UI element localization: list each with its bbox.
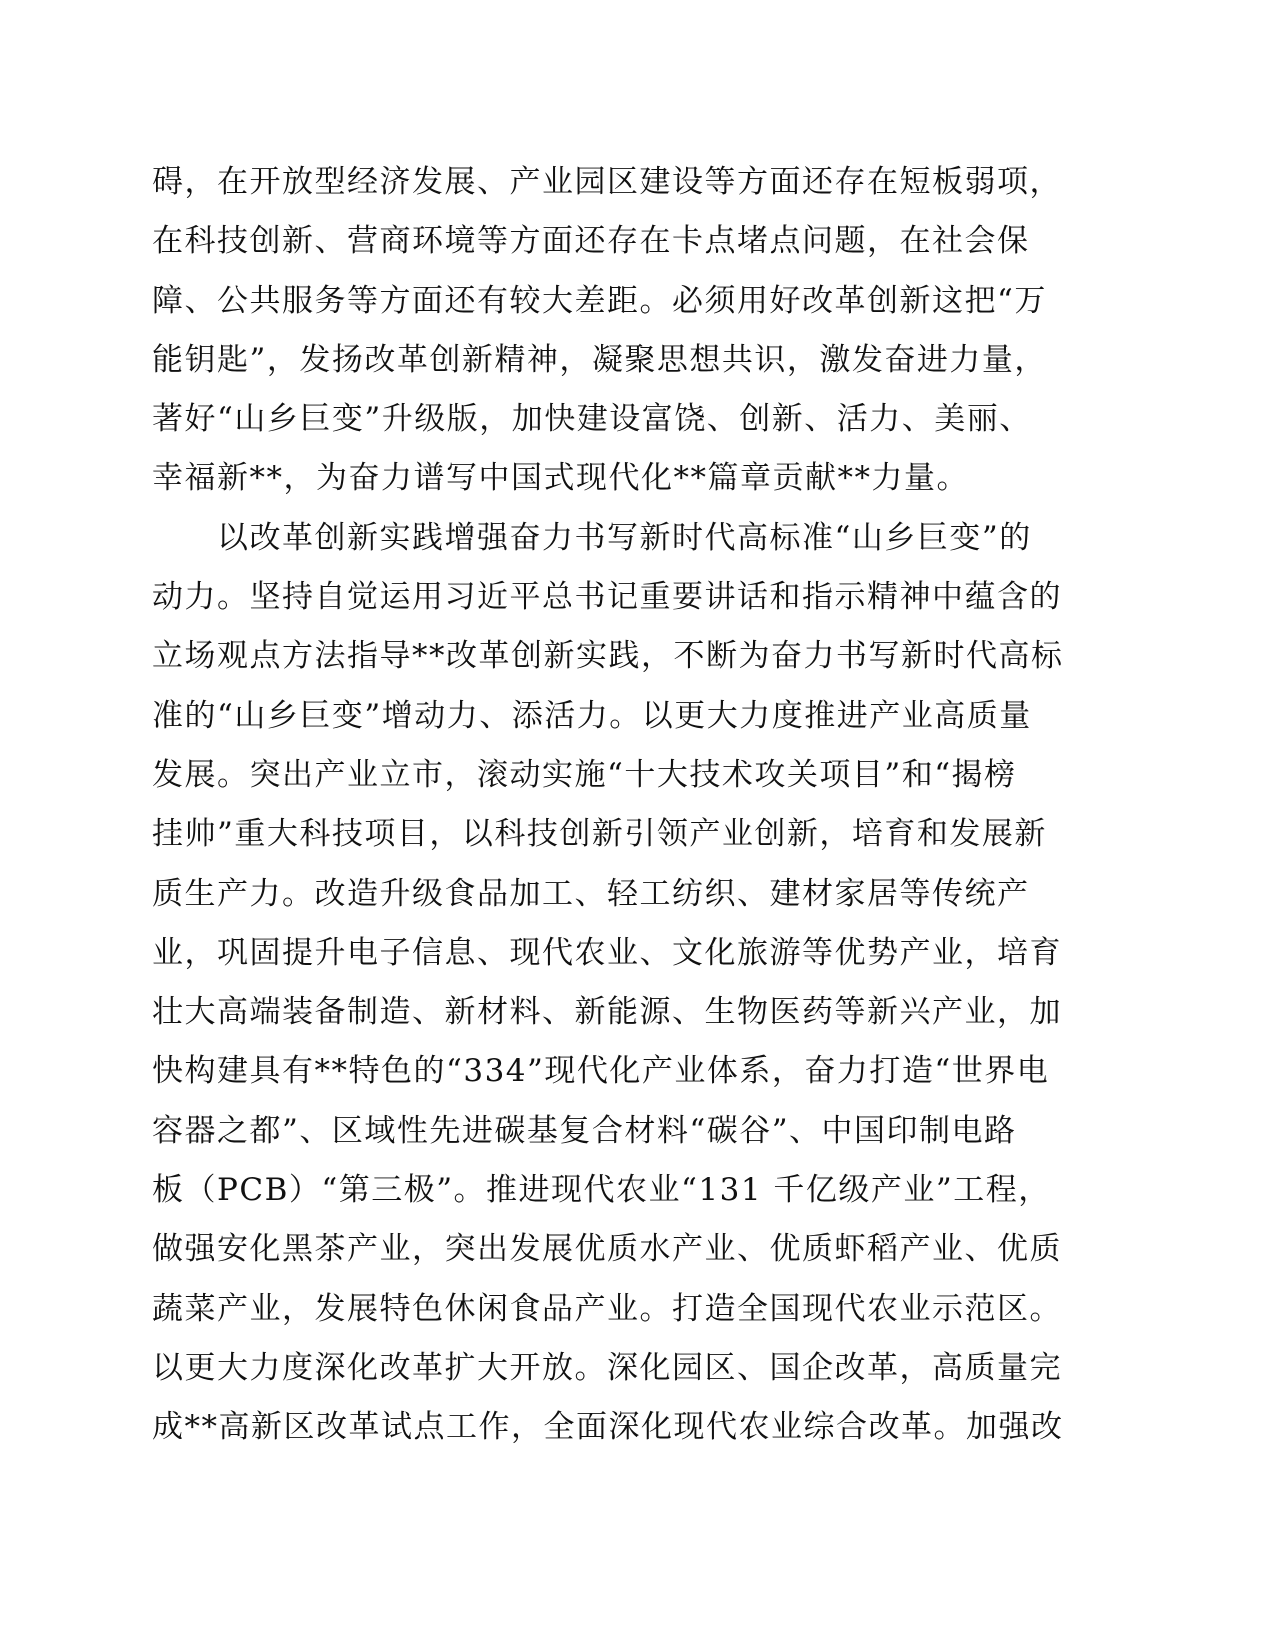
text-line: 挂帅”重大科技项目，以科技创新引领产业创新，培育和发展新 xyxy=(152,816,1047,853)
text-line: 准的“山乡巨变”增动力、添活力。以更大力度推进产业高质量 xyxy=(152,697,1032,734)
body-text xyxy=(152,153,1112,1458)
text-line: 壮大高端装备制造、新材料、新能源、生物医药等新兴产业，加 xyxy=(152,994,1062,1031)
text-line: 在科技创新、营商环境等方面还存在卡点堵点问题，在社会保 xyxy=(152,223,1030,260)
text-line: 立场观点方法指导**改革创新实践，不断为奋力书写新时代高标 xyxy=(152,638,1064,675)
text-line: 容器之都”、区域性先进碳基复合材料“碳谷”、中国印制电路 xyxy=(152,1112,1017,1149)
text-line: 动力。坚持自觉运用习近平总书记重要讲话和指示精神中蕴含的 xyxy=(152,579,1062,616)
text-line: 以更大力度深化改革扩大开放。深化园区、国企改革，高质量完 xyxy=(152,1349,1062,1386)
text-line: 著好“山乡巨变”升级版，加快建设富饶、创新、活力、美丽、 xyxy=(152,401,1032,438)
text-line: 质生产力。改造升级食品加工、轻工纺织、建材家居等传统产 xyxy=(152,875,1030,912)
text-line: 发展。突出产业立市，滚动实施“十大技术攻关项目”和“揭榜 xyxy=(152,756,1017,793)
text-line: 蔬菜产业，发展特色休闲食品产业。打造全国现代农业示范区。 xyxy=(152,1290,1062,1327)
text-line: 碍，在开放型经济发展、产业园区建设等方面还存在短板弱项， xyxy=(152,164,1062,200)
text-line: 做强安化黑茶产业，突出发展优质水产业、优质虾稻产业、优质 xyxy=(152,1231,1062,1268)
text-line: 障、公共服务等方面还有较大差距。必须用好改革创新这把“万 xyxy=(152,282,1047,319)
text-line: 成**高新区改革试点工作，全面深化现代农业综合改革。加强改 xyxy=(152,1409,1064,1446)
text-line: 幸福新**，为奋力谱写中国式现代化**篇章贡献**力量。 xyxy=(152,460,969,497)
text-line: 快构建具有**特色的“334”现代化产业体系，奋力打造“世界电 xyxy=(152,1053,1050,1090)
paragraph-start-line: 以改革创新实践增强奋力书写新时代高标准“山乡巨变”的 xyxy=(152,519,1032,556)
text-line: 板（PCB）“第三极”。推进现代农业“131 千亿级产业”工程， xyxy=(152,1172,1051,1209)
text-line: 能钥匙”，发扬改革创新精神，凝聚思想共识，激发奋进力量， xyxy=(152,341,1047,378)
text-line: 业，巩固提升电子信息、现代农业、文化旅游等优势产业，培育 xyxy=(152,934,1062,971)
